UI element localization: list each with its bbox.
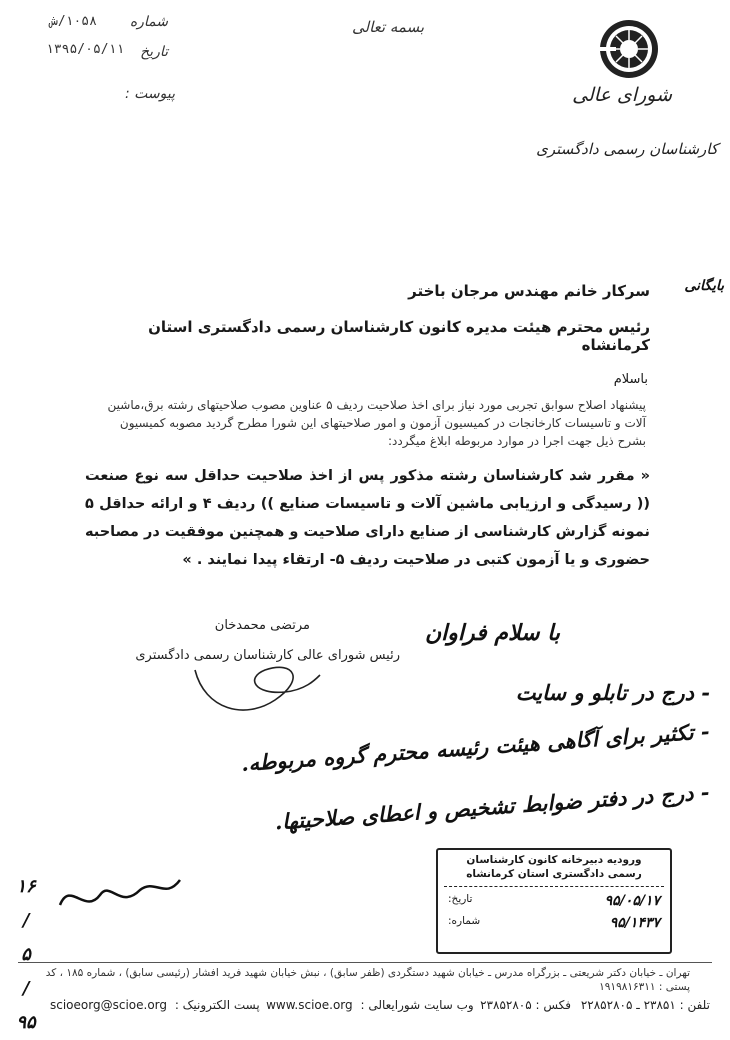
receipt-stamp xyxy=(436,848,672,954)
bismillah: بسمه تعالی xyxy=(352,18,425,36)
handwritten-date: ۱۶ / ۵ / ۹۵ xyxy=(16,876,36,1033)
body-paragraph-2: « مقرر شد کارشناسان رشته مذکور پس از اخذ صلاحیت حداقل سه نوع صنعت (( رسیدگی و ارزیابی ماشین آلات و تاسیسات صنایع )) ردیف ۴ و ارائه حداقل ۵ نمونه گزارش کارشناسی از صنایع دارای صلاحیت و همچنین موفقیت در مصاحبه حضوری و یا آزمون کتبی در صلاحیت ردیف ۵- ارتقاء پیدا نمایند . » xyxy=(85,468,650,568)
org-name: شورای عالی xyxy=(572,84,672,106)
stamp-date-label: تاریخ: xyxy=(448,893,473,905)
recipient-name: سرکار خانم مهندس مرجان باختر xyxy=(408,282,650,300)
number-value: ۱۰۵۸/ش xyxy=(50,14,97,29)
number-label: شماره xyxy=(129,14,168,30)
recipient-title: رئیس محترم هیئت مدیره کانون کارشناسان رسمی دادگستری استان کرمانشاه xyxy=(148,318,650,354)
footer-phone: تلفن : ۲۳۸۵۱ ـ ۲۲۸۵۲۸۰۵ xyxy=(580,998,710,1012)
handwritten-line-4: - درج در دفتر ضوابط تشخیص و اعطای صلاحیتها. xyxy=(273,779,711,835)
footer-divider xyxy=(18,962,712,963)
handwritten-line-2: - درج در تابلو و سایت xyxy=(515,680,710,705)
stamp-number-value: ۹۵/۱۴۳۷ xyxy=(609,915,660,931)
stamp-number-label: شماره: xyxy=(448,915,481,927)
attachment-label: پیوست : xyxy=(125,86,175,102)
margin-note: بایگانی xyxy=(684,278,724,294)
footer-address: تهران ـ خیابان دکتر شریعتی ـ بزرگراه مدرس ـ خیابان شهید دستگردی (ظفر سابق) ، نبش خیابان شهید فرید افشار (رئیسی سابق) ، شماره ۱۸۵ ، کد پستی : ۱۹۱۹۸۱۶۳۱۱ xyxy=(45,967,690,993)
handwritten-greeting: با سلام فراوان xyxy=(425,620,560,646)
greeting: باسلام xyxy=(613,372,648,387)
handwritten-initial-icon xyxy=(50,860,190,930)
date-value: ۱۳۹۵/۰۵/۱۱ xyxy=(46,42,125,57)
stamp-date-value: ۹۵/۰۵/۱۷ xyxy=(604,893,660,909)
org-subtitle: کارشناسان رسمی دادگستری xyxy=(536,140,718,158)
body-paragraph-1: پیشنهاد اصلاح سوابق تجربی مورد نیاز برای اخذ صلاحیت ردیف ۵ عناوین مصوب صلاحیتهای رشته برق،ماشین آلات و تاسیسات کارخانجات در کمیسیون آزمون و امور صلاحیتهای این شورا مطرح گردید مصوبه کمیسیون بشرح ذیل جهت اجرا در موارد مربوطه ابلاغ میگردد: xyxy=(107,398,646,448)
footer-contacts xyxy=(50,998,710,1012)
signature-scribble-icon xyxy=(185,650,325,720)
footer-email[interactable]: scioeorg@scioe.org xyxy=(50,998,167,1012)
footer-fax: فکس : ۲۳۸۵۲۸۰۵ xyxy=(480,998,572,1012)
date-label: تاریخ xyxy=(140,44,168,60)
emblem-icon xyxy=(598,18,660,80)
signer-name: مرتضی محمدخان xyxy=(214,618,310,633)
stamp-title-2: رسمی دادگستری استان کرمانشاه xyxy=(466,868,642,880)
org-logo xyxy=(598,18,660,80)
handwritten-line-3: - تکثیر برای آگاهی هیئت رئیسه محترم گروه مربوطه. xyxy=(240,718,711,776)
footer-email-label: پست الکترونیک : xyxy=(174,998,260,1012)
stamp-title-1: ورودیه دبیرخانه کانون کارشناسان xyxy=(466,854,642,866)
footer-website-label: وب سایت شورایعالی : xyxy=(360,998,474,1012)
footer-website[interactable]: www.scioe.org xyxy=(266,998,353,1012)
signer-title: رئیس شورای عالی کارشناسان رسمی دادگستری xyxy=(135,648,400,663)
